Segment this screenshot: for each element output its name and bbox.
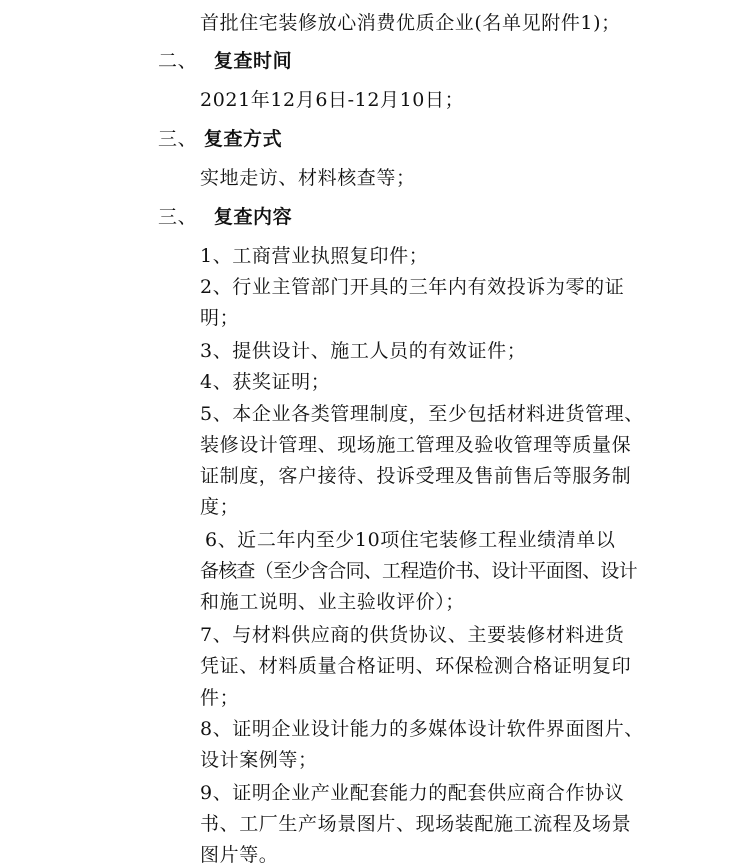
content-line: 证制度，客户接待、投诉受理及售前售后等服务制 (200, 465, 632, 487)
section-number: 三、 (158, 128, 198, 150)
content-line: 和施工说明、业主验收评价）； (200, 591, 465, 613)
section-heading-method (158, 127, 282, 151)
section-number: 二、 (158, 50, 198, 72)
content-line: 6、近二年内至少10项住宅装修工程业绩清单以 (205, 529, 616, 551)
content-line: 3、提供设计、施工人员的有效证件； (200, 340, 527, 362)
content-line: 4、获奖证明； (200, 371, 331, 393)
content-line: 7、与材料供应商的供货协议、主要装修材料进货 (200, 624, 625, 646)
section-heading-content (158, 205, 292, 229)
section-title: 复查时间 (213, 50, 293, 72)
content-line: 2、行业主管部门开具的三年内有效投诉为零的证 (200, 276, 625, 298)
content-line: 明； (200, 307, 240, 329)
section-number: 三、 (158, 206, 198, 228)
content-line: 图片等。 (200, 844, 279, 866)
content-line: 设计案例等； (200, 749, 318, 771)
content-line: 装修设计管理、现场施工管理及验收管理等质量保 (200, 434, 632, 456)
content-line: 9、证明企业产业配套能力的配套供应商合作协议 (200, 782, 625, 804)
content-line: 凭证、材料质量合格证明、环保检测合格证明复印 (200, 655, 632, 677)
content-line: 度； (200, 496, 240, 518)
section-title: 复查内容 (213, 206, 293, 228)
content-line: 5、本企业各类管理制度，至少包括材料进货管理、 (200, 403, 644, 425)
content-line: 书、工厂生产场景图片、现场装配施工流程及场景 (200, 813, 632, 835)
section-heading-time (158, 49, 292, 73)
content-line: 件； (200, 687, 240, 709)
content-line: 备核查（至少含合同、工程造价书、设计平面图、设计 (200, 560, 637, 582)
content-line: 1、工商营业执照复印件； (200, 245, 429, 267)
intro-line: 首批住宅装修放心消费优质企业(名单见附件1)； (200, 12, 621, 34)
time-text: 2021年12月6日-12月10日； (200, 89, 465, 111)
method-text: 实地走访、材料核查等； (200, 167, 416, 189)
content-line: 8、证明企业设计能力的多媒体设计软件界面图片、 (200, 718, 644, 740)
section-title: 复查方式 (203, 128, 283, 150)
